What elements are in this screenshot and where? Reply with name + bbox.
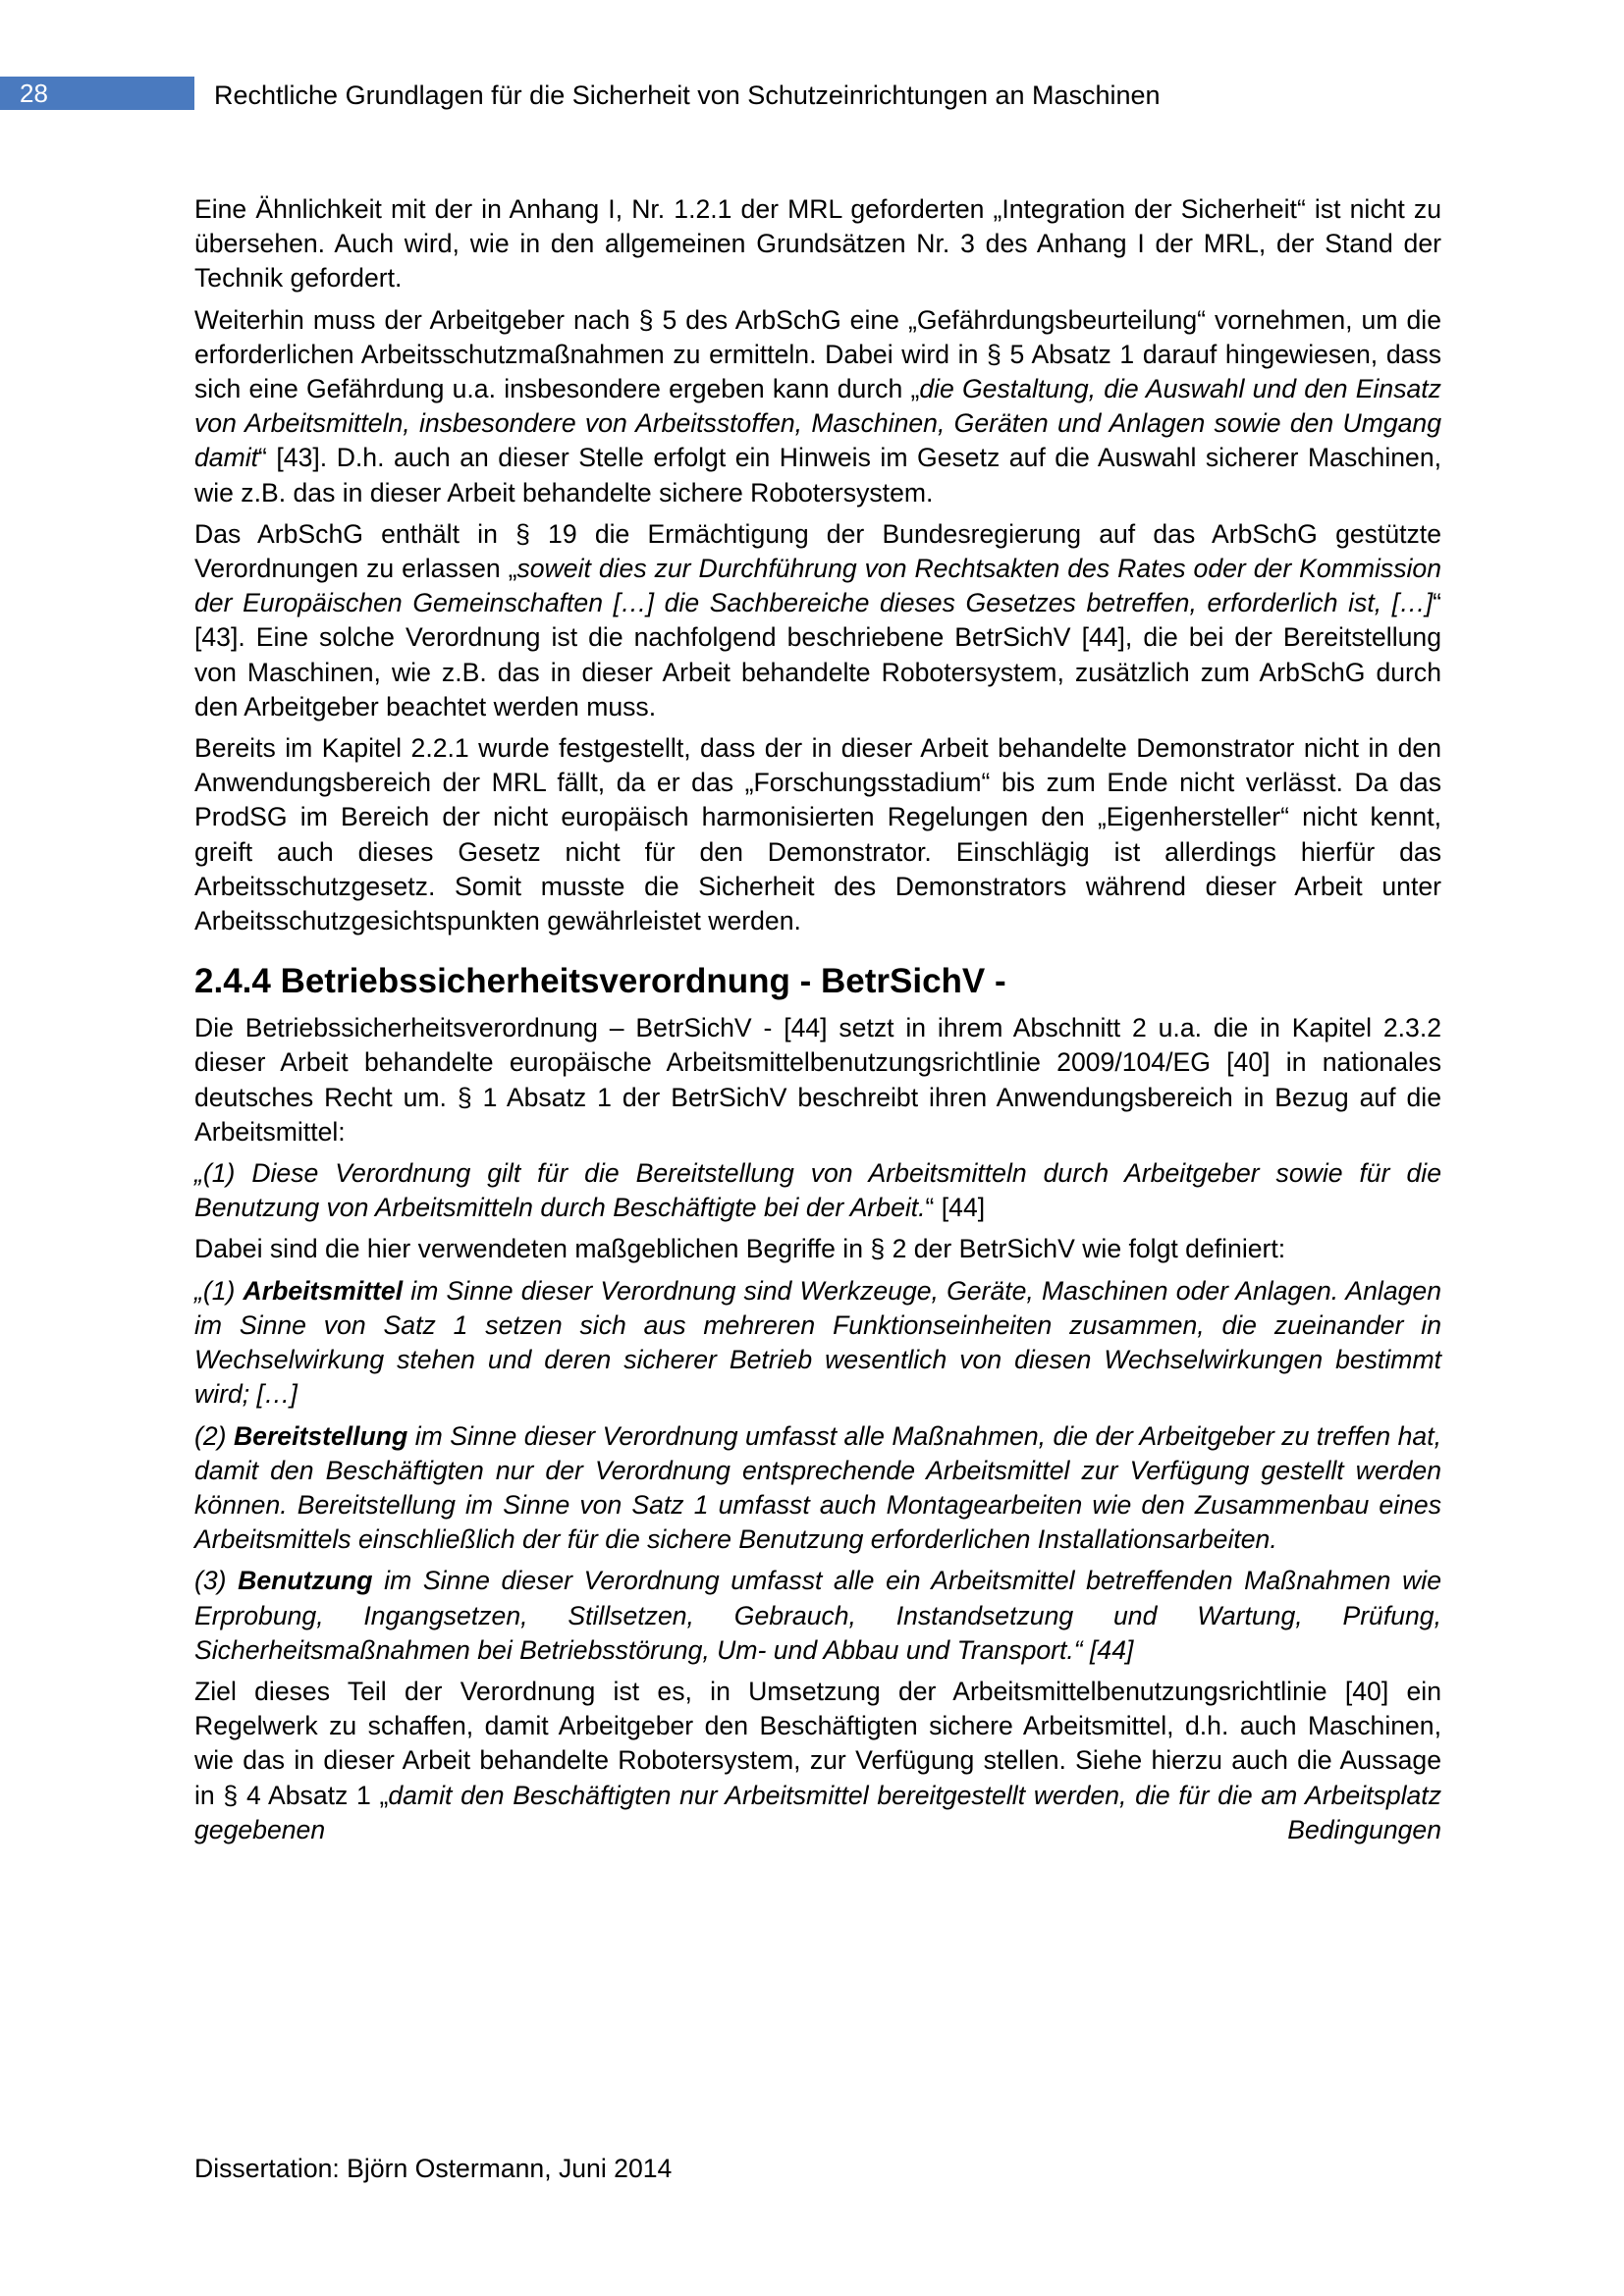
- section-heading: 2.4.4 Betriebssicherheitsverordnung - BetrSichV -: [194, 962, 1006, 1001]
- inline-quote: die Gestaltung, die Auswahl und den Einsatz von Arbeitsmitteln, insbesondere von Arbeitsstoffen, Maschinen, Geräten und Anlagen sowie den Umgang damit: [194, 374, 1441, 473]
- text: Ziel dieses Teil der Verordnung ist es, in Umsetzung der Arbeitsmittelbenutzungsrichtlinie [40] ein Regelwerk zu schaffen, damit Arbeitgeber den Beschäftigten sichere Arbeitsmittel, d.h. auch Maschinen, wie das in dieser Arbeit behandelte Robotersystem, zur Verfügung stellen. Siehe hierzu auch die Aussage in § 4 Absatz 1 „: [194, 1676, 1441, 1810]
- definition-text: im Sinne dieser Verordnung umfasst alle Maßnahmen, die der Arbeitgeber zu treffen hat, damit den Beschäftigten nur der Verordnung entsprechende Arbeitsmittel zur Verfügung gestellt werden können. Bereitstellung im Sinne von Satz 1 umfasst auch Montagearbeiten wie den Zusammenbau eines Arbeitsmittels einschließlich der für die sichere Benutzung erforderlichen Installationsarbeiten.: [194, 1420, 1442, 1555]
- citation: “ [44]: [925, 1193, 986, 1223]
- running-header-title: Rechtliche Grundlagen für die Sicherheit von Schutzeinrichtungen an Maschinen: [214, 80, 1161, 110]
- text: “ [43]. D.h. auch an dieser Stelle erfolgt ein Hinweis im Gesetz auf die Auswahl sicherer Maschinen, wie z.B. das in dieser Arbeit behandelte sichere Robotersystem.: [194, 443, 1441, 507]
- definition-term: Benutzung: [238, 1566, 373, 1596]
- definition-1: [194, 1274, 1441, 1413]
- definition-term: Arbeitsmittel: [243, 1275, 404, 1306]
- inline-quote: soweit dies zur Durchführung von Rechtsakten des Rates oder der Kommission der Europäischen Gemeinschaften […] die Sachbereiche dieses Gesetzes betreffen, erforderlich ist, […]: [194, 554, 1441, 618]
- definition-term: Bereitstellung: [233, 1420, 408, 1451]
- definition-2: [194, 1419, 1441, 1558]
- page-number: 28: [20, 79, 48, 108]
- block-quote: [194, 1156, 1441, 1225]
- paragraph: Die Betriebssicherheitsverordnung – BetrSichV - [44] setzt in ihrem Abschnitt 2 u.a. die in Kapitel 2.3.2 dieser Arbeit behandelte europäische Arbeitsmittelbenutzungsrichtlinie 2009/104/EG [40] in nationales deutsches Recht um. § 1 Absatz 1 der BetrSichV beschreibt ihren Anwendungsbereich in Bezug auf die Arbeitsmittel:: [194, 1013, 1441, 1147]
- paragraph: Dabei sind die hier verwendeten maßgeblichen Begriffe in § 2 der BetrSichV wie folgt definiert:: [194, 1234, 1286, 1264]
- page-number-bar: [0, 77, 194, 110]
- paragraph: [194, 517, 1441, 724]
- page-body: [194, 192, 1441, 1854]
- definition-text: im Sinne dieser Verordnung sind Werkzeuge, Geräte, Maschinen oder Anlagen. Anlagen im Sinne von Satz 1 setzen sich aus mehreren Funktionseinheiten zusammen, die zueinander in Wechselwirkung stehen und deren sicherer Betrieb wesentlich von diesen Wechselwirkungen bestimmt wird; […]: [194, 1275, 1441, 1410]
- text: “ [43]. Eine solche Verordnung ist die nachfolgend beschriebene BetrSichV [44], die bei der Bereitstellung von Maschinen, wie z.B. das in dieser Arbeit behandelte Robotersystem, zusätzlich zum ArbSchG durch den Arbeitgeber beachtet werden muss.: [194, 588, 1441, 721]
- definition-number: „(1): [194, 1275, 244, 1306]
- paragraph: [194, 1675, 1441, 1847]
- definition-text: im Sinne dieser Verordnung umfasst alle ein Arbeitsmittel betreffenden Maßnahmen wie Erprobung, Ingangsetzen, Stillsetzen, Gebrauch, Instandsetzung und Wartung, Prüfung, Sicherheitsmaßnahmen bei Betriebsstörung, Um- und Abbau und Transport.“ [44]: [194, 1566, 1442, 1665]
- definition-number: (3): [194, 1566, 239, 1596]
- text: Weiterhin muss der Arbeitgeber nach § 5 des ArbSchG eine „Gefährdungsbeurteilung“ vornehmen, um die erforderlichen Arbeitsschutzmaßnahmen zu ermitteln. Dabei wird in § 5 Absatz 1 darauf hingewiesen, dass sich eine Gefährdung u.a. insbesondere ergeben kann durch „: [194, 304, 1441, 404]
- paragraph: Bereits im Kapitel 2.2.1 wurde festgestellt, dass der in dieser Arbeit behandelte Demonstrator nicht in den Anwendungsbereich der MRL fällt, da er das „Forschungsstadium“ bis zum Ende nicht verlässt. Da das ProdSG im Bereich der nicht europäisch harmonisierten Regelungen den „Eigenhersteller“ nicht kennt, greift auch dieses Gesetz nicht für den Demonstrator. Einschlägig ist allerdings hierfür das Arbeitsschutzgesetz. Somit musste die Sicherheit des Demonstrators während dieser Arbeit unter Arbeitsschutzgesichtspunkten gewährleistet werden.: [194, 733, 1441, 936]
- paragraph: [194, 303, 1441, 510]
- text: Das ArbSchG enthält in § 19 die Ermächtigung der Bundesregierung auf das ArbSchG gestützte Verordnungen zu erlassen „: [194, 518, 1441, 584]
- quote-text: „(1) Diese Verordnung gilt für die Bereitstellung von Arbeitsmitteln durch Arbeitgeber sowie für die Benutzung von Arbeitsmitteln durch Beschäftigte bei der Arbeit.: [194, 1158, 1441, 1223]
- definition-number: (2): [194, 1420, 234, 1451]
- inline-quote: damit den Beschäftigten nur Arbeitsmittel bereitgestellt werden, die für die am Arbeitsplatz gegebenen Bedingungen: [194, 1780, 1441, 1844]
- definition-3: [194, 1564, 1441, 1668]
- page-footer: Dissertation: Björn Ostermann, Juni 2014: [194, 2154, 673, 2183]
- paragraph: Eine Ähnlichkeit mit der in Anhang I, Nr. 1.2.1 der MRL geforderten „Integration der Sicherheit“ ist nicht zu übersehen. Auch wird, wie in den allgemeinen Grundsätzen Nr. 3 des Anhang I der MRL, der Stand der Technik gefordert.: [194, 194, 1441, 294]
